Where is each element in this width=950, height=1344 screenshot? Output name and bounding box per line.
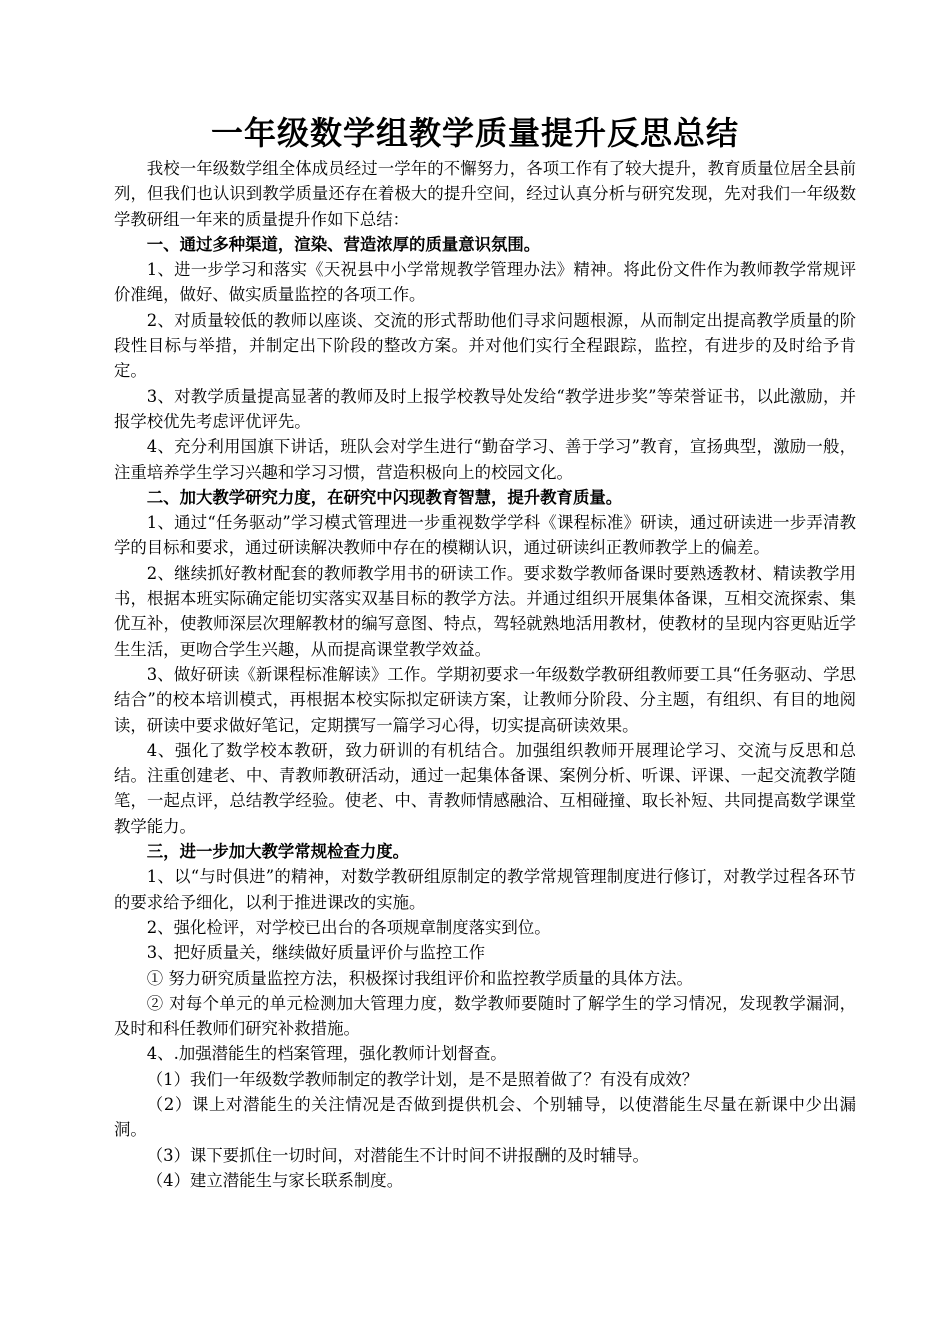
body-paragraph: 1、以“与时俱进”的精神，对数学教研组原制定的教学常规管理制度进行修订，对教学过程各环节的要求给予细化，以利于推进课改的实施。 <box>114 867 856 912</box>
body-paragraph: （1）我们一年级数学教师制定的教学计划，是不是照着做了？有没有成效？ <box>146 1069 699 1089</box>
body-paragraph: 我校一年级数学组全体成员经过一学年的不懈努力，各项工作有了较大提升，教育质量位居全县前列，但我们也认识到教学质量还存在着极大的提升空间，经过认真分析与研究发现，先对我们一年级数学教研组一年来的质量提升作如下总结： <box>114 159 856 229</box>
body-paragraph: （2）课上对潜能生的关注情况是否做到提供机会、个别辅导，以使潜能生尽量在新课中少出漏洞。 <box>114 1094 856 1140</box>
body-paragraph: ② 对每个单元的单元检测加大管理力度，数学教师要随时了解学生的学习情况，发现教学漏洞，及时和科任教师们研究补救措施。 <box>114 993 856 1039</box>
document-body <box>114 156 856 1193</box>
body-paragraph: 4、充分利用国旗下讲话，班队会对学生进行“勤奋学习、善于学习”教育，宣扬典型，激励一般，注重培养学生学习兴趣和学习习惯，营造积极向上的校园文化。 <box>114 437 856 482</box>
section-heading: 三，进一步加大教学常规检查力度。 <box>146 842 410 862</box>
body-paragraph: 1、进一步学习和落实《天祝县中小学常规教学管理办法》精神。将此份文件作为教师教学常规评价准绳，做好、做实质量监控的各项工作。 <box>114 260 856 305</box>
body-paragraph: 3、做好研读《新课程标准解读》工作。学期初要求一年级数学教研组教师要工具“任务驱动、学思结合”的校本培训模式，再根据本校实际拟定研读方案，让教师分阶段、分主题，有组织、有目的地阅读，研读中要求做好笔记，定期撰写一篇学习心得，切实提高研读效果。 <box>114 664 856 735</box>
body-paragraph: 4、.加强潜能生的档案管理，强化教师计划督查。 <box>146 1044 507 1064</box>
body-paragraph: 2、对质量较低的教师以座谈、交流的形式帮助他们寻求问题根源，从而制定出提高教学质量的阶段性目标与举措，并制定出下阶段的整改方案。并对他们实行全程跟踪，监控，有进步的及时给予肯定。 <box>114 310 856 381</box>
section-heading: 一、通过多种渠道，渲染、营造浓厚的质量意识氛围。 <box>146 234 541 254</box>
body-paragraph: ① 努力研究质量监控方法，积极探讨我组评价和监控教学质量的具体方法。 <box>146 968 693 988</box>
body-paragraph: 3、把好质量关，继续做好质量评价与监控工作 <box>146 943 486 963</box>
body-paragraph: 4、强化了数学校本教研，致力研训的有机结合。加强组织教师开展理论学习、交流与反思和总结。注重创建老、中、青教师教研活动，通过一起集体备课、案例分析、听课、评课、一起交流教学随笔，一起点评，总结教学经验。使老、中、青教师情感融洽、互相碰撞、取长补短、共同提高数学课堂教学能力。 <box>114 740 856 836</box>
section-heading: 二、加大教学研究力度，在研究中闪现教育智慧，提升教育质量。 <box>146 487 623 507</box>
document-title: 一年级数学组教学质量提升反思总结 <box>210 114 739 152</box>
body-paragraph: 1、通过“任务驱动”学习模式管理进一步重视数学学科《课程标准》研读，通过研读进一步弄清教学的目标和要求，通过研读解决教师中存在的模糊认识，通过研读纠正教师教学上的偏差。 <box>114 513 856 558</box>
body-paragraph: 2、强化检评，对学校已出台的各项规章制度落实到位。 <box>146 917 551 937</box>
body-paragraph: 3、对教学质量提高显著的教师及时上报学校教导处发给“教学进步奖”等荣誉证书，以此激励，并报学校优先考虑评优评先。 <box>114 386 856 431</box>
body-paragraph: （4）建立潜能生与家长联系制度。 <box>146 1170 404 1190</box>
body-paragraph: 2、继续抓好教材配套的教师教学用书的研读工作。要求数学教师备课时要熟透教材、精读教学用书，根据本班实际确定能切实落实双基目标的教学方法。并通过组织开展集体备课，互相交流探索、集优互补，使教师深层次理解教材的编写意图、特点，驾轻就熟地活用教材，使教材的呈现内容更贴近学生生活，更吻合学生兴趣，从而提高课堂教学效益。 <box>114 563 856 659</box>
body-paragraph: （3）课下要抓住一切时间，对潜能生不计时间不讲报酬的及时辅导。 <box>146 1145 649 1165</box>
